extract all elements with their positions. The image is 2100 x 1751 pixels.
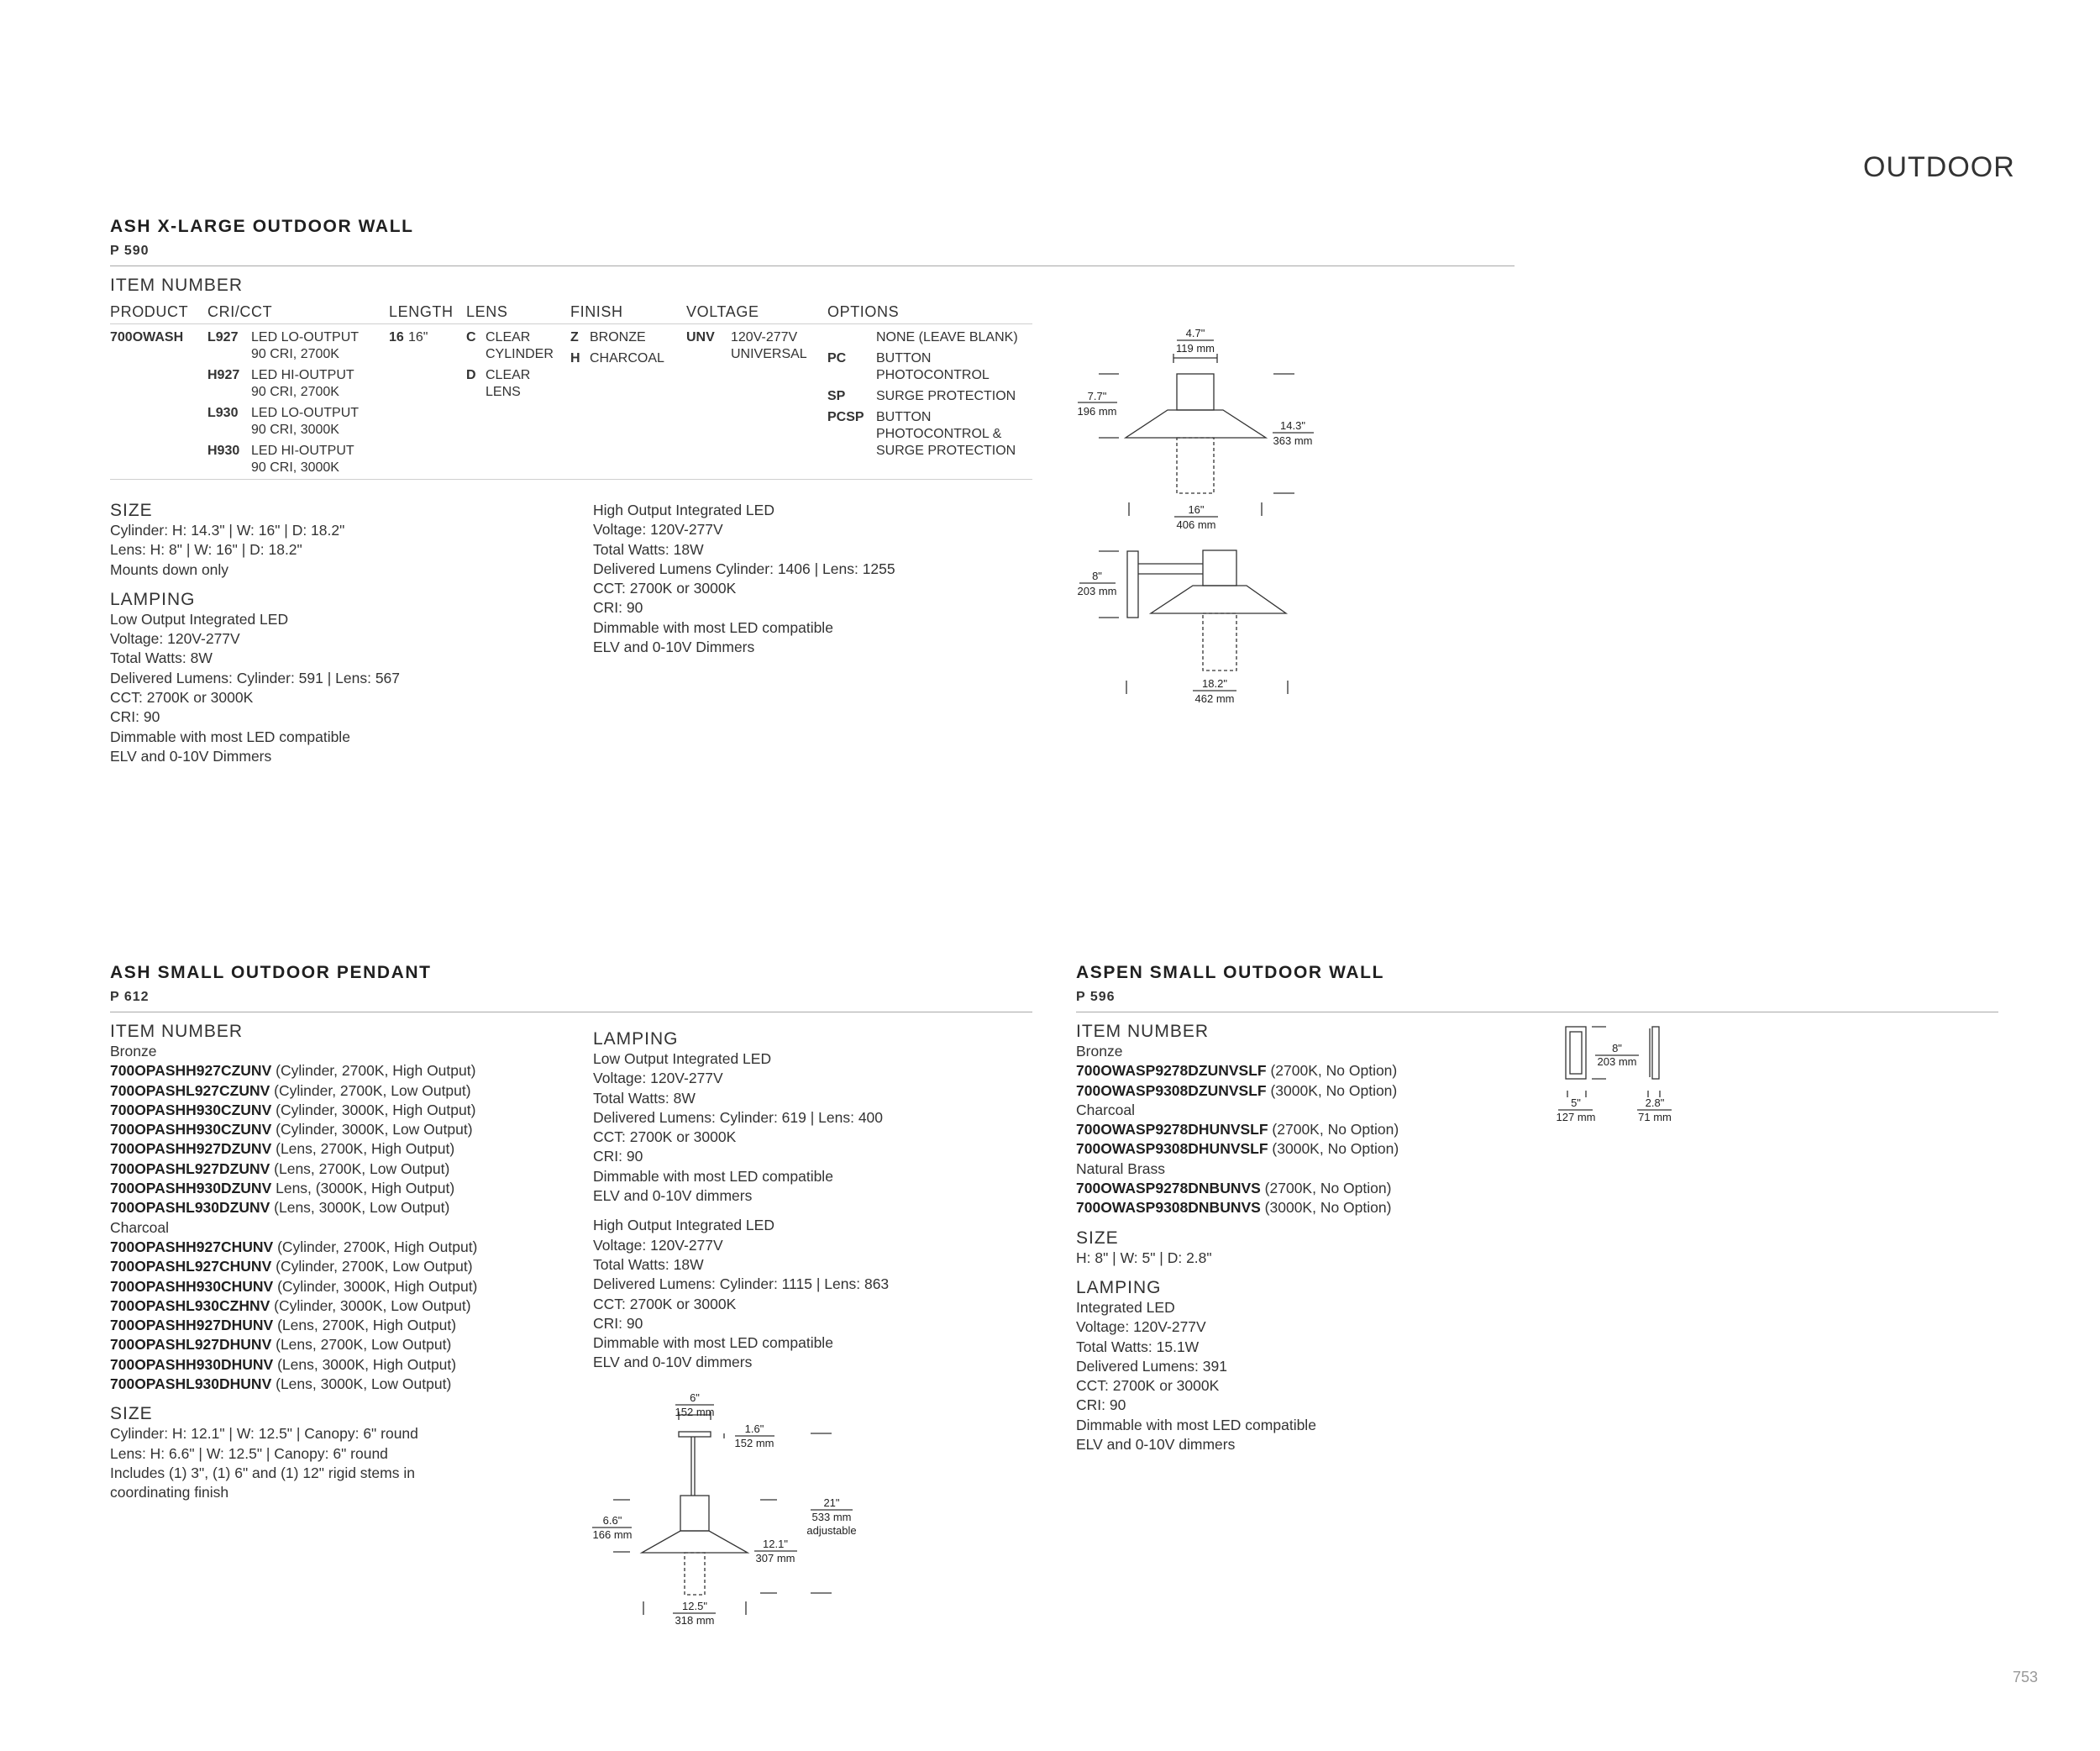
page-number: 753 xyxy=(2013,1669,2039,1685)
item-row: 700OPASHH927CZUNV (Cylinder, 2700K, High Output) xyxy=(110,1062,476,1080)
item-row: 700OPASHH927CHUNV (Cylinder, 2700K, High Output) xyxy=(110,1238,478,1255)
ash-small-heading xyxy=(110,963,432,1005)
dim-label: 8" xyxy=(1612,1042,1622,1054)
col-lens: LENS xyxy=(466,303,508,320)
item-row: 700OPASHH930DZUNV Lens, (3000K, High Output) xyxy=(110,1180,455,1197)
cri-desc: LED LO-OUTPUT 90 CRI, 3000K xyxy=(251,406,360,437)
cri-code: L927 xyxy=(207,330,239,344)
dim-label: 166 mm xyxy=(592,1528,633,1541)
item-row: 700OPASHH930CHUNV (Cylinder, 3000K, High Output) xyxy=(110,1277,478,1295)
cri-desc: LED HI-OUTPUT 90 CRI, 2700K xyxy=(251,368,354,399)
item-row: 700OPASHL930CZHNV (Cylinder, 3000K, Low Output) xyxy=(110,1296,471,1314)
dim-label: 406 mm xyxy=(1176,518,1216,531)
size-lines: Cylinder: H: 14.3" | W: 16" | D: 18.2" Lens: H: 8" | W: 16" | D: 18.2" Mounts down only xyxy=(110,522,345,578)
dim-label: 196 mm xyxy=(1077,405,1117,418)
aspen-small-heading xyxy=(1076,963,1384,1005)
dim-label: 119 mm xyxy=(1176,342,1215,355)
item-list xyxy=(1076,1042,1546,1218)
lamping-lines: Integrated LED Voltage: 120V-277V Total Watts: 15.1W Delivered Lumens: 391 CCT: 2700K or 3000K CRI: 90 Dimmable with most LED compatible ELV and 0-10V dimmers xyxy=(1076,1298,1316,1454)
product-title: ASPEN SMALL OUTDOOR WALL xyxy=(1076,963,1385,982)
lamping-label: LAMPING xyxy=(110,589,196,609)
option-desc: BUTTON PHOTOCONTROL & SURGE PROTECTION xyxy=(876,410,1016,458)
length-code: 16 xyxy=(389,330,404,344)
col-options: OPTIONS xyxy=(827,303,900,320)
ash-xlarge-heading xyxy=(110,217,414,259)
option-desc: NONE (LEAVE BLANK) xyxy=(876,330,1018,344)
item-row: 700OPASHH927DHUNV (Lens, 2700K, High Output) xyxy=(110,1317,457,1334)
dim-label: 5" xyxy=(1571,1096,1581,1109)
item-row: 700OPASHL927CZUNV (Cylinder, 2700K, Low Output) xyxy=(110,1081,471,1099)
dim-label: 203 mm xyxy=(1597,1055,1637,1068)
item-row: 700OWASP9278DNBUNVS (2700K, No Option) xyxy=(1076,1180,1392,1197)
finish-desc: CHARCOAL xyxy=(590,351,664,365)
finish-label: Bronze xyxy=(110,1043,157,1060)
col-finish: FINISH xyxy=(570,303,623,320)
page-ref: P 596 xyxy=(1076,990,1116,1004)
item-row: 700OPASHH930CZUNV (Cylinder, 3000K, High Output) xyxy=(110,1101,476,1118)
dim-label: 152 mm xyxy=(675,1406,715,1418)
dim-label: 203 mm xyxy=(1077,585,1117,597)
item-number-label: ITEM NUMBER xyxy=(1076,1022,1209,1041)
item-row: 700OPASHL930DZUNV (Lens, 3000K, Low Output) xyxy=(110,1199,450,1217)
dim-label: 12.1" xyxy=(763,1538,788,1550)
dim-label: 4.7" xyxy=(1185,327,1205,339)
ash-xlarge-lamping-high: High Output Integrated LED Voltage: 120V-277V Total Watts: 18W Delivered Lumens Cylinder: 1406 | Lens: 1255 CCT: 2700K or 3000K CRI: 90 Dimmable with most LED compatible ELV and 0-10V Dimmers xyxy=(593,502,895,656)
product-code: 700OWASH xyxy=(110,330,184,344)
dim-label: 533 mm xyxy=(811,1511,852,1523)
length-desc: 16" xyxy=(408,330,428,344)
finish-label: Natural Brass xyxy=(1076,1159,1166,1177)
voltage-code: UNV xyxy=(686,330,715,344)
col-length: LENGTH xyxy=(389,303,454,320)
size-label: SIZE xyxy=(1076,1228,1119,1248)
dim-label: 8" xyxy=(1092,570,1102,582)
dim-label: 363 mm xyxy=(1273,434,1313,447)
item-row: 700OWASP9278DZUNVSLF (2700K, No Option) xyxy=(1076,1062,1398,1080)
table-bottom-rule xyxy=(110,479,1032,480)
option-code: PCSP xyxy=(827,410,864,424)
dim-label: 462 mm xyxy=(1194,692,1235,705)
size-label: SIZE xyxy=(110,501,153,520)
cri-code: L930 xyxy=(207,406,239,420)
aspen-small-items xyxy=(1076,1022,1546,1454)
lamping-label: LAMPING xyxy=(593,1029,679,1049)
product-title: ASH X-LARGE OUTDOOR WALL xyxy=(110,217,414,236)
dim-label: 14.3" xyxy=(1280,419,1305,432)
table-header-rule xyxy=(110,323,1032,324)
item-row: 700OPASHL927CHUNV (Cylinder, 2700K, Low Output) xyxy=(110,1258,473,1275)
item-row: 700OPASHH930DHUNV (Lens, 3000K, High Output) xyxy=(110,1355,457,1373)
item-row: 700OPASHH930CZUNV (Cylinder, 3000K, Low Output) xyxy=(110,1121,473,1138)
item-row: 700OWASP9308DHUNVSLF (3000K, No Option) xyxy=(1076,1140,1399,1158)
item-row: 700OPASHL930DHUNV (Lens, 3000K, Low Output) xyxy=(110,1375,452,1393)
dim-label: 6.6" xyxy=(602,1514,622,1527)
lamping-low: Low Output Integrated LED Voltage: 120V-277V Total Watts: 8W Delivered Lumens: Cylinder: 619 | Lens: 400 CCT: 2700K or 3000K CRI: 90 Dimmable with most LED compatible ELV and 0-10V dimmers xyxy=(593,1050,884,1205)
ash-xlarge-diagram xyxy=(1067,323,1336,710)
dim-label: 7.7" xyxy=(1087,390,1107,402)
item-list xyxy=(110,1042,580,1394)
finish-label: Charcoal xyxy=(1076,1101,1136,1118)
voltage-desc: 120V-277V UNIVERSAL xyxy=(731,330,807,361)
item-row: 700OWASP9278DHUNVSLF (2700K, No Option) xyxy=(1076,1121,1399,1138)
dim-label: 127 mm xyxy=(1556,1111,1596,1123)
size-label: SIZE xyxy=(110,1404,153,1424)
page-ref: P 590 xyxy=(110,244,150,258)
product-title: ASH SMALL OUTDOOR PENDANT xyxy=(110,963,432,982)
cri-desc: LED LO-OUTPUT 90 CRI, 2700K xyxy=(251,330,360,361)
col-product: PRODUCT xyxy=(110,303,189,320)
lens-desc: CLEAR CYLINDER xyxy=(486,330,554,361)
dim-label: 2.8" xyxy=(1645,1096,1665,1109)
finish-code: H xyxy=(570,351,580,365)
ash-small-diagram xyxy=(588,1378,874,1638)
item-number-label: ITEM NUMBER xyxy=(110,276,243,295)
section-header: OUTDOOR xyxy=(1863,151,2015,183)
dim-label: 318 mm xyxy=(675,1614,715,1627)
item-number-label: ITEM NUMBER xyxy=(110,1022,243,1041)
item-row: 700OPASHL927DHUNV (Lens, 2700K, Low Output) xyxy=(110,1336,452,1354)
cri-code: H930 xyxy=(207,444,240,458)
ash-xlarge-size xyxy=(110,501,580,766)
page-ref: P 612 xyxy=(110,990,150,1004)
finish-label: Charcoal xyxy=(110,1218,170,1236)
size-lines: Cylinder: H: 12.1" | W: 12.5" | Canopy: 6" round Lens: H: 6.6" | W: 12.5" | Canopy: 6" round Includes (1) 3", (1) 6" and (1) 12" rigid stems in coordinating finish xyxy=(110,1425,418,1501)
dim-label: 1.6" xyxy=(744,1422,764,1435)
item-row: 700OWASP9308DZUNVSLF (3000K, No Option) xyxy=(1076,1081,1398,1099)
option-desc: BUTTON PHOTOCONTROL xyxy=(876,351,990,382)
dim-label: 21" xyxy=(823,1496,840,1509)
dim-label: 18.2" xyxy=(1202,677,1227,690)
lens-code: D xyxy=(466,368,476,382)
lens-code: C xyxy=(466,330,476,344)
finish-desc: BRONZE xyxy=(590,330,646,344)
option-code: PC xyxy=(827,351,847,365)
lens-desc: CLEAR LENS xyxy=(486,368,531,399)
size-lines: H: 8" | W: 5" | D: 2.8" xyxy=(1076,1249,1212,1266)
option-code: SP xyxy=(827,389,846,403)
dim-label: 12.5" xyxy=(682,1600,707,1612)
finish-code: Z xyxy=(570,330,579,344)
dim-label: 16" xyxy=(1188,503,1205,516)
dim-label: 307 mm xyxy=(755,1552,795,1564)
item-row: 700OPASHH927DZUNV (Lens, 2700K, High Output) xyxy=(110,1140,455,1158)
aspen-small-diagram xyxy=(1546,1017,1697,1134)
dim-label: 6" xyxy=(690,1391,700,1404)
cri-code: H927 xyxy=(207,368,240,382)
dim-label: 152 mm xyxy=(734,1437,774,1449)
lamping-low: Low Output Integrated LED Voltage: 120V-277V Total Watts: 8W Delivered Lumens: Cylinder: 591 | Lens: 567 CCT: 2700K or 3000K CRI: 90 Dimmable with most LED compatible ELV and 0-10V Dimmers xyxy=(110,610,401,765)
option-desc: SURGE PROTECTION xyxy=(876,389,1016,403)
lamping-high: High Output Integrated LED Voltage: 120V-277V Total Watts: 18W Delivered Lumens: Cylinder: 1115 | Lens: 863 CCT: 2700K or 3000K CRI: 90 Dimmable with most LED compatible ELV and 0-10V dimmers xyxy=(593,1217,890,1371)
ash-small-lamping xyxy=(593,1029,996,1373)
lamping-label: LAMPING xyxy=(1076,1277,1162,1297)
dim-label: 71 mm xyxy=(1638,1111,1672,1123)
dim-label: adjustable xyxy=(806,1524,857,1537)
item-row: 700OPASHL927DZUNV (Lens, 2700K, Low Output) xyxy=(110,1159,450,1177)
col-cri-cct: CRI/CCT xyxy=(207,303,273,320)
ash-small-items xyxy=(110,1022,580,1503)
finish-label: Bronze xyxy=(1076,1043,1123,1060)
item-row: 700OWASP9308DNBUNVS (3000K, No Option) xyxy=(1076,1199,1392,1217)
cri-desc: LED HI-OUTPUT 90 CRI, 3000K xyxy=(251,444,354,475)
col-voltage: VOLTAGE xyxy=(686,303,759,320)
